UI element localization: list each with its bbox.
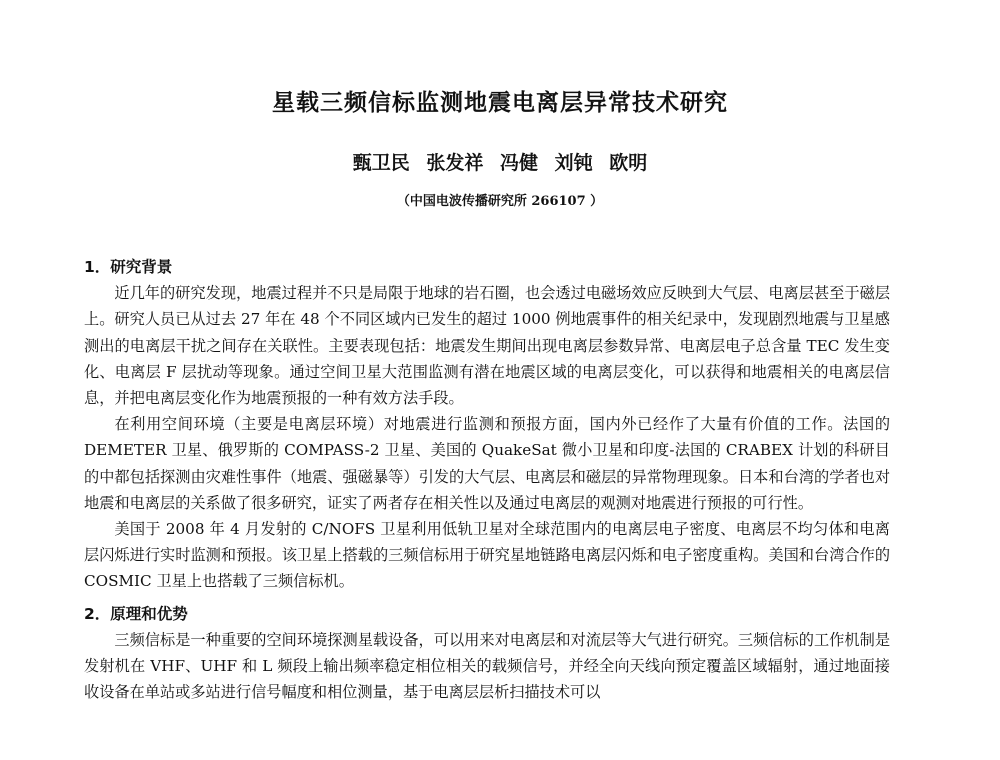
paragraph: 三频信标是一种重要的空间环境探测星载设备，可以用来对电离层和对流层等大气进行研究。三频信标的工作机制是发射机在 VHF、UHF 和 L 频段上输出频率稳定相位相关的载频信号，并经全向天线向预定覆盖区域辐射，通过地面接收设备在单站或多站进行信号幅度和相位测量，基于电离层层析扫描技术可以 [84, 630, 890, 702]
paragraph: 在利用空间环境（主要是电离层环境）对地震进行监测和预报方面，国内外已经作了大量有价值的工作。法国的 DEMETER 卫星、俄罗斯的 COMPASS-2 卫星、美国的 QuakeSat 微小卫星和印度-法国的 CRABEX 计划的科研目的中都包括探测由灾难性事件（地震、强磁暴等）引发的大气层、电离层和磁层的异常物理现象。日本和台湾的学者也对地震和电离层的关系做了很多研究，证实了两者存在相关性以及通过电离层的观测对地震进行预报的可行性。 [84, 415, 890, 512]
affiliation: （中国电波传播研究所 266107 ） [396, 194, 604, 209]
author-list: 甄卫民 张发祥 冯健 刘钝 欧明 [352, 152, 648, 174]
paper-body [84, 254, 890, 705]
paper-title: 星载三频信标监测地震电离层异常技术研究 [272, 90, 728, 116]
section-heading: 1．研究背景 [84, 258, 173, 276]
paragraph: 美国于 2008 年 4 月发射的 C/NOFS 卫星利用低轨卫星对全球范围内的电离层电子密度、电离层不均匀体和电离层闪烁进行实时监测和预报。该卫星上搭载的三频信标用于研究星地链路电离层闪烁和电子密度重构。美国和台湾合作的 COSMIC 卫星上也搭载了三频信标机。 [84, 520, 890, 591]
section-research-background [84, 254, 890, 595]
section-heading: 2．原理和优势 [84, 604, 188, 623]
paragraph: 近几年的研究发现，地震过程并不只是局限于地球的岩石圈，也会透过电磁场效应反映到大气层、电离层甚至于磁层上。研究人员已从过去 27 年在 48 个不同区域内已发生的超过 1000 例地震事件的相关纪录中，发现剧烈地震与卫星感测出的电离层干扰之间存在关联性。主要表现包括：地震发生期间出现电离层参数异常、电离层电子总含量 TEC 发生变化、电离层 F 层扰动等现象。通过空间卫星大范围监测有潜在地震区域的电离层变化，可以获得和地震相关的电离层信息，并把电离层变化作为地震预报的一种有效方法手段。 [84, 284, 890, 408]
section-principle-advantages [84, 601, 890, 706]
